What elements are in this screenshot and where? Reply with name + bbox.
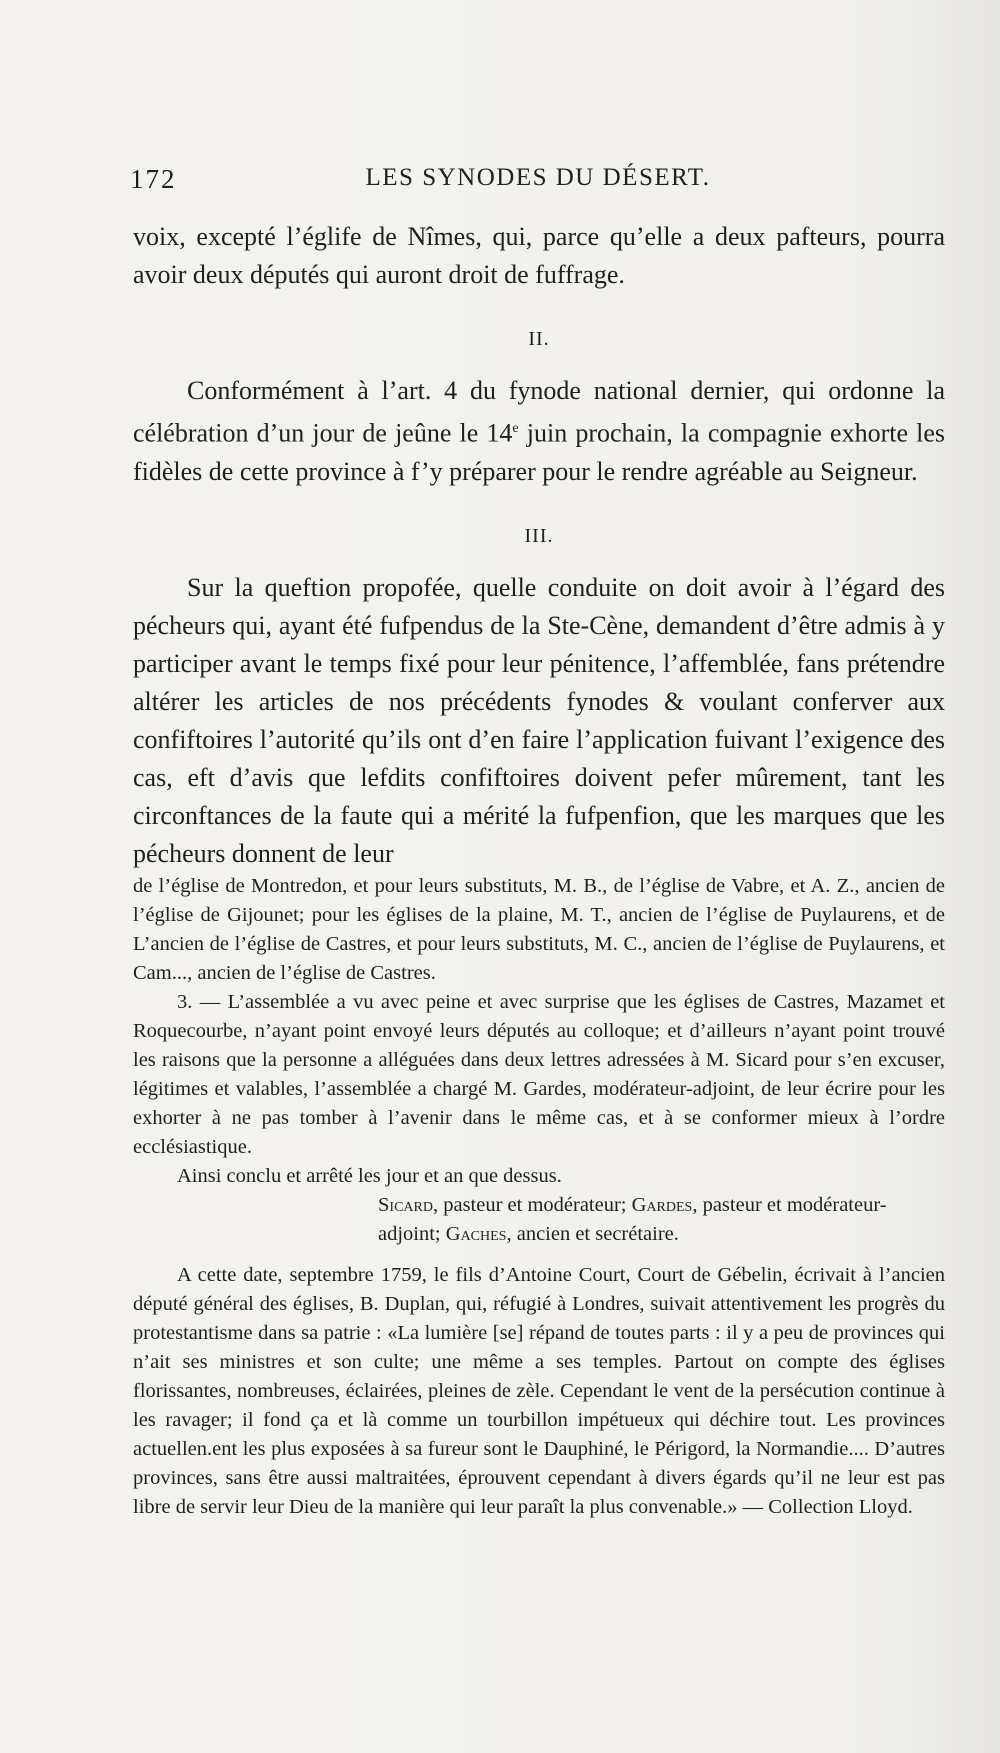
footnote-continued: de l’église de Montredon, et pour leurs substituts, M. B., de l’église de Vabre, et A. Z., ancien de l’église de Gijounet; pour les églises de la plaine, M. T., ancien de l’église de Puylaurens, et de L’ancien de l’église de Castres, et pour leurs substituts, M. C., ancien de l’église de Puylaurens, et Cam..., ancien de l’église de Castres. [133,875,945,984]
article-2-text-end: juin prochain, la compagnie exhorte les fidèles de cette province à f’y préparer pour le rendre agréable au Seigneur. [133,418,945,486]
signatory-sicard-role: , pasteur et modérateur; [432,1194,632,1216]
main-text [133,218,945,873]
signatory-gaches-role: , ancien et secrétaire. [506,1223,679,1245]
signatory-gaches: Gaches [445,1223,507,1245]
footnote-conclusion: Ainsi conclu et arrêté les jour et an que dessus. [177,1165,562,1187]
footnote-signatures [378,1191,945,1249]
section-numeral-3: III. [524,524,554,547]
section-numeral-2: II. [528,328,550,350]
article-2-paragraph [133,372,945,491]
article-2-text-start: Conformément à l’art. 4 du fynode national dernier, qui ordonne la célébration d’un jour de jeûne le 14 [133,376,945,448]
footnote-final-paragraph: A cette date, septembre 1759, le fils d’Antoine Court, Court de Gébelin, écrivait à l’ancien député général des églises, B. Duplan, qui, réfugié à Londres, suivait attentivement les progrès du protestantisme dans sa patrie : «La lumière [se] répand de toutes parts : il y a peu de provinces qui n’ait ses ministres et son culte; une même a ses temples. Partout on compte des églises florissantes, nombreuses, éclairées, pleines de zèle. Cependant le vent de la persécution continue à les ravager; il fond ça et là comme un tourbillon impétueux qui déchire tout. Les provinces actuellen.ent les plus exposées à sa fureur sont le Dauphiné, le Périgord, la Normandie.... D’autres provinces, sans être aussi maltraitées, éprouvent cependant à divers égards qu’il ne leur est pas libre de servir leur Dieu de la manière qui leur paraît la plus convenable.» — Collection Lloyd. [133,1264,945,1518]
paragraph-continued: voix, excepté l’églife de Nîmes, qui, parce qu’elle a deux pafteurs, pourra avoir deux députés qui auront droit de fuffrage. [133,222,945,289]
signatory-sicard: Sicard [378,1194,433,1216]
page-number: 172 [130,164,177,194]
footnotes [133,872,945,1522]
signatory-gardes-role: , pasteur et modérateur-adjoint; [378,1194,887,1245]
ordinal-superscript: e [512,421,519,436]
article-3-paragraph: Sur la queftion propofée, quelle conduite on doit avoir à l’égard des pécheurs qui, ayant été fufpendus de la Ste-Cène, demandent d’être admis à y participer avant le temps fixé pour leur pénitence, l’affemblée, fans prétendre altérer les articles de nos précédents fynodes & voulant conferver aux confiftoires l’autorité qu’ils ont d’en faire l’application fuivant l’exigence des cas, eft d’avis que lefdits confiftoires doivent pefer mûrement, tant les circonftances de la faute qui a mérité la fufpenfion, que les marques que les pécheurs donnent de leur [133,572,945,868]
footnote-item-3: 3. — L’assemblée a vu avec peine et avec surprise que les églises de Castres, Mazamet et Roquecourbe, n’ayant point envoyé leurs députés au colloque; et d’ailleurs n’ayant point trouvé les raisons que la personne a alléguées dans deux lettres adressées à M. Sicard pour s’en excuser, légitimes et valables, l’assemblée a chargé M. Gardes, modérateur-adjoint, de leur écrire pour les exhorter à ne pas tomber à l’avenir dans le même cas, et à se conformer mieux à l’ordre ecclésiastique. [133,991,945,1158]
page-header [130,164,946,204]
running-head: LES SYNODES DU DÉSERT. [365,164,711,191]
signatory-gardes: Gardes [631,1194,693,1216]
